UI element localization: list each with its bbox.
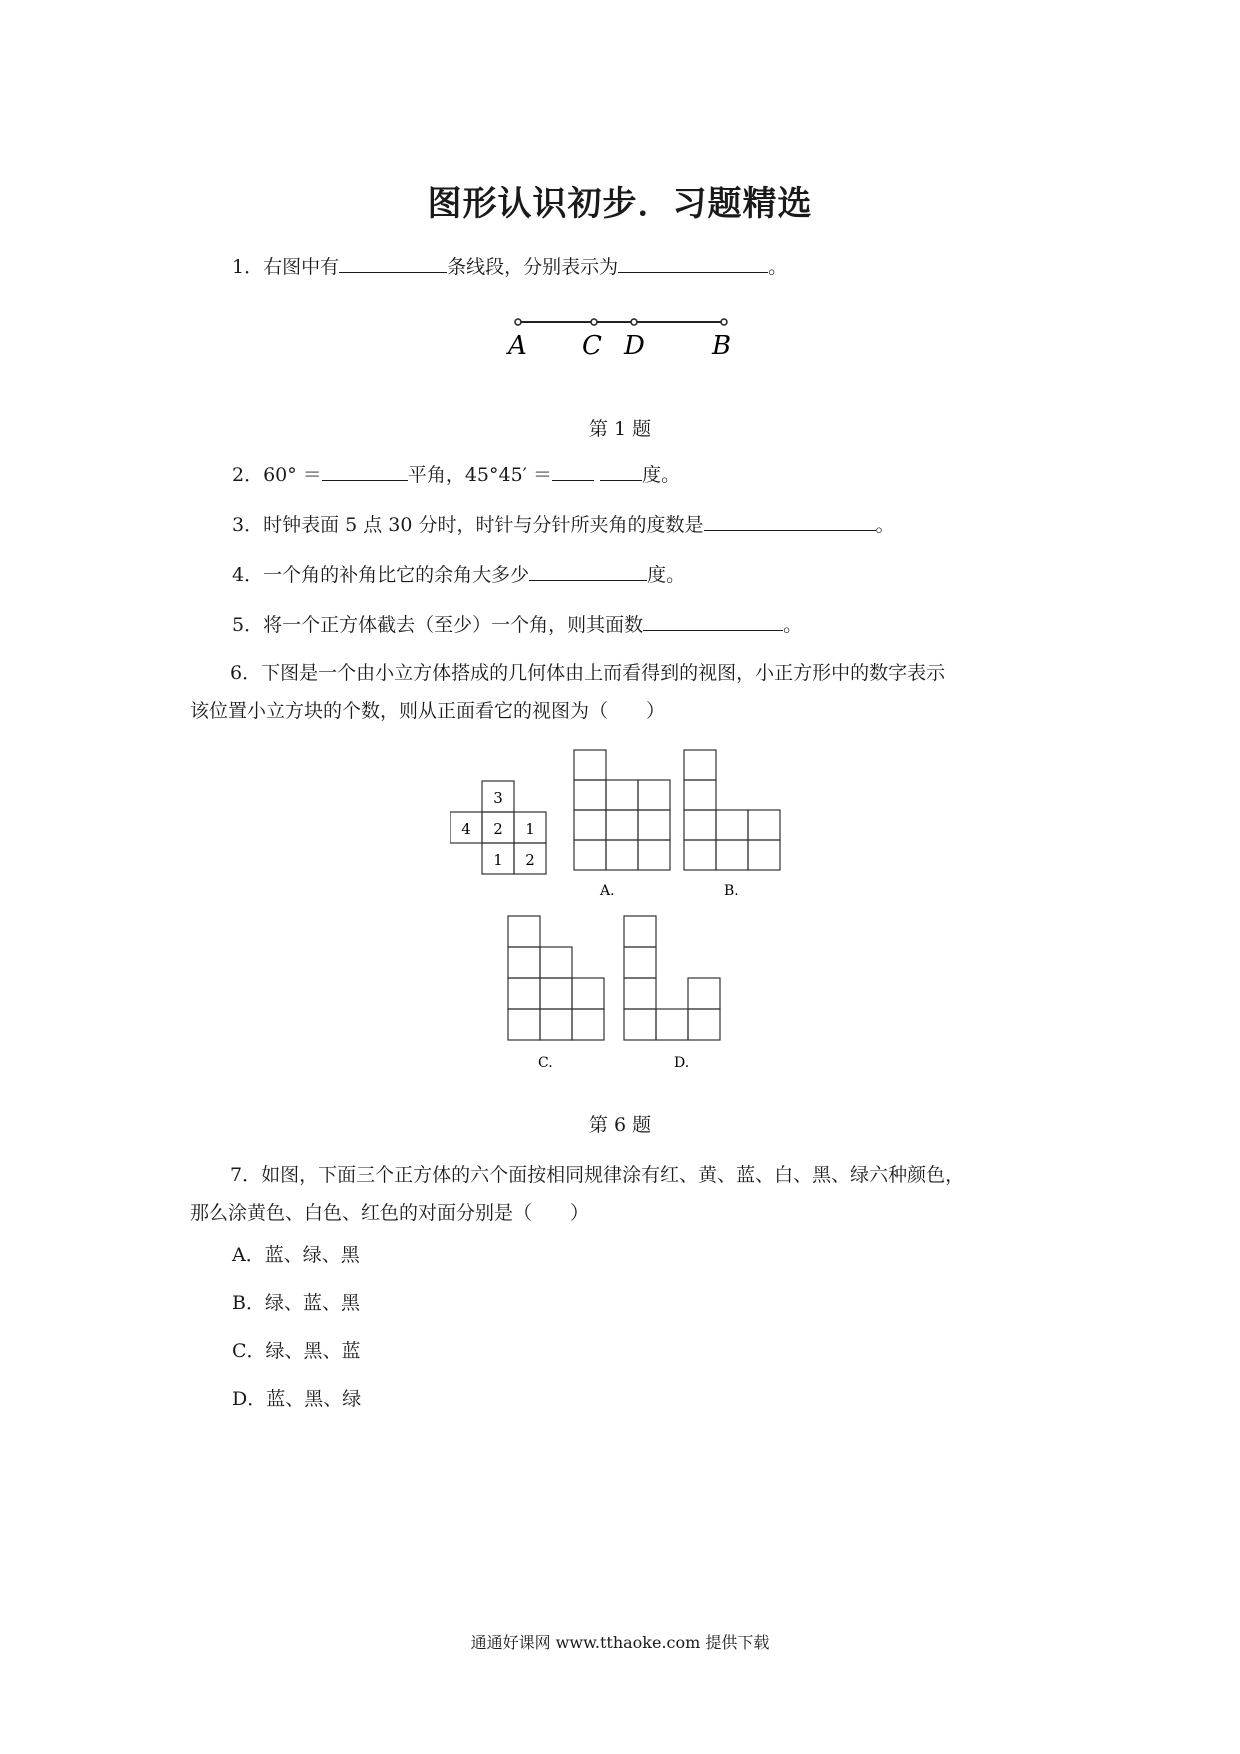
option-label: D. bbox=[674, 1055, 690, 1071]
option-label: B. bbox=[724, 883, 739, 899]
question-5-prefix: 5．将一个正方体截去（至少）一个角，则其面数 bbox=[232, 614, 644, 636]
question-3 bbox=[232, 510, 895, 539]
option-d-diagram[interactable] bbox=[620, 914, 730, 1074]
grid-number: 3 bbox=[493, 789, 503, 807]
question-6 bbox=[190, 654, 1060, 730]
grid-number: 2 bbox=[525, 851, 535, 869]
point-label: A bbox=[508, 331, 527, 361]
question-1-middle: 条线段，分别表示为 bbox=[447, 256, 619, 278]
question-4 bbox=[232, 560, 685, 589]
option-label: A. bbox=[600, 883, 615, 899]
option-label: C. bbox=[538, 1055, 553, 1071]
answer-blank[interactable] bbox=[552, 460, 594, 481]
point-marker bbox=[721, 319, 727, 325]
choice-a[interactable]: A．蓝、绿、黑 bbox=[232, 1244, 360, 1266]
footer: 通通好课网 www.tthaoke.com 提供下载 bbox=[470, 1633, 770, 1652]
question-5-end: 。 bbox=[783, 614, 803, 636]
grid-number: 4 bbox=[461, 820, 471, 838]
answer-blank[interactable] bbox=[600, 460, 642, 481]
grid-number: 1 bbox=[493, 851, 503, 869]
question-3-end: 。 bbox=[875, 514, 895, 536]
segment-diagram bbox=[480, 308, 750, 368]
question-2-prefix: 2．60° ＝ bbox=[232, 464, 322, 486]
question-7 bbox=[190, 1156, 1060, 1232]
answer-blank[interactable] bbox=[704, 510, 876, 531]
page-title: 图形认识初步．习题精选 bbox=[427, 184, 813, 224]
answer-blank[interactable] bbox=[529, 560, 647, 581]
question-1-prefix: 1．右图中有 bbox=[232, 256, 340, 278]
question-6-line: 6．下图是一个由小立方体搭成的几何体由上而看得到的视图，小正方形中的数字表示 bbox=[230, 662, 946, 684]
point-marker bbox=[515, 319, 521, 325]
choice-c[interactable]: C．绿、黑、蓝 bbox=[232, 1340, 361, 1362]
question-4-end: 度。 bbox=[647, 564, 686, 586]
grid-number: 1 bbox=[525, 820, 535, 838]
answer-blank[interactable] bbox=[322, 460, 408, 481]
figure-caption: 第 1 题 bbox=[588, 418, 652, 440]
choice-b[interactable]: B．绿、蓝、黑 bbox=[232, 1292, 360, 1314]
top-view-diagram bbox=[450, 780, 560, 880]
question-7-line: 那么涂黄色、白色、红色的对面分别是（ ） bbox=[190, 1202, 590, 1224]
question-2-middle: 平角，45°45′ ＝ bbox=[407, 464, 553, 486]
answer-blank[interactable] bbox=[643, 610, 783, 631]
option-c-diagram[interactable] bbox=[504, 914, 614, 1074]
point-marker bbox=[591, 319, 597, 325]
question-1-end: 。 bbox=[768, 256, 788, 278]
answer-blank[interactable] bbox=[339, 252, 447, 273]
question-3-prefix: 3．时钟表面 5 点 30 分时，时针与分针所夹角的度数是 bbox=[232, 514, 704, 536]
point-label: B bbox=[712, 331, 732, 361]
question-1 bbox=[232, 252, 787, 281]
choice-d[interactable]: D．蓝、黑、绿 bbox=[232, 1388, 362, 1410]
question-6-line: 该位置小立方块的个数，则从正面看它的视图为（ ） bbox=[190, 700, 666, 722]
point-marker bbox=[631, 319, 637, 325]
question-7-line: 7．如图，下面三个正方体的六个面按相同规律涂有红、黄、蓝、白、黑、绿六种颜色， bbox=[230, 1164, 965, 1186]
point-label: C bbox=[582, 331, 602, 361]
question-5 bbox=[232, 610, 802, 639]
grid-number: 2 bbox=[493, 820, 503, 838]
option-b-diagram[interactable] bbox=[680, 748, 790, 900]
question-4-prefix: 4．一个角的补角比它的余角大多少 bbox=[232, 564, 530, 586]
question-2 bbox=[232, 460, 680, 489]
figure-caption: 第 6 题 bbox=[588, 1114, 652, 1136]
option-a-diagram[interactable] bbox=[570, 748, 680, 900]
point-label: D bbox=[624, 331, 645, 361]
question-2-end: 度。 bbox=[642, 464, 681, 486]
answer-blank[interactable] bbox=[618, 252, 768, 273]
